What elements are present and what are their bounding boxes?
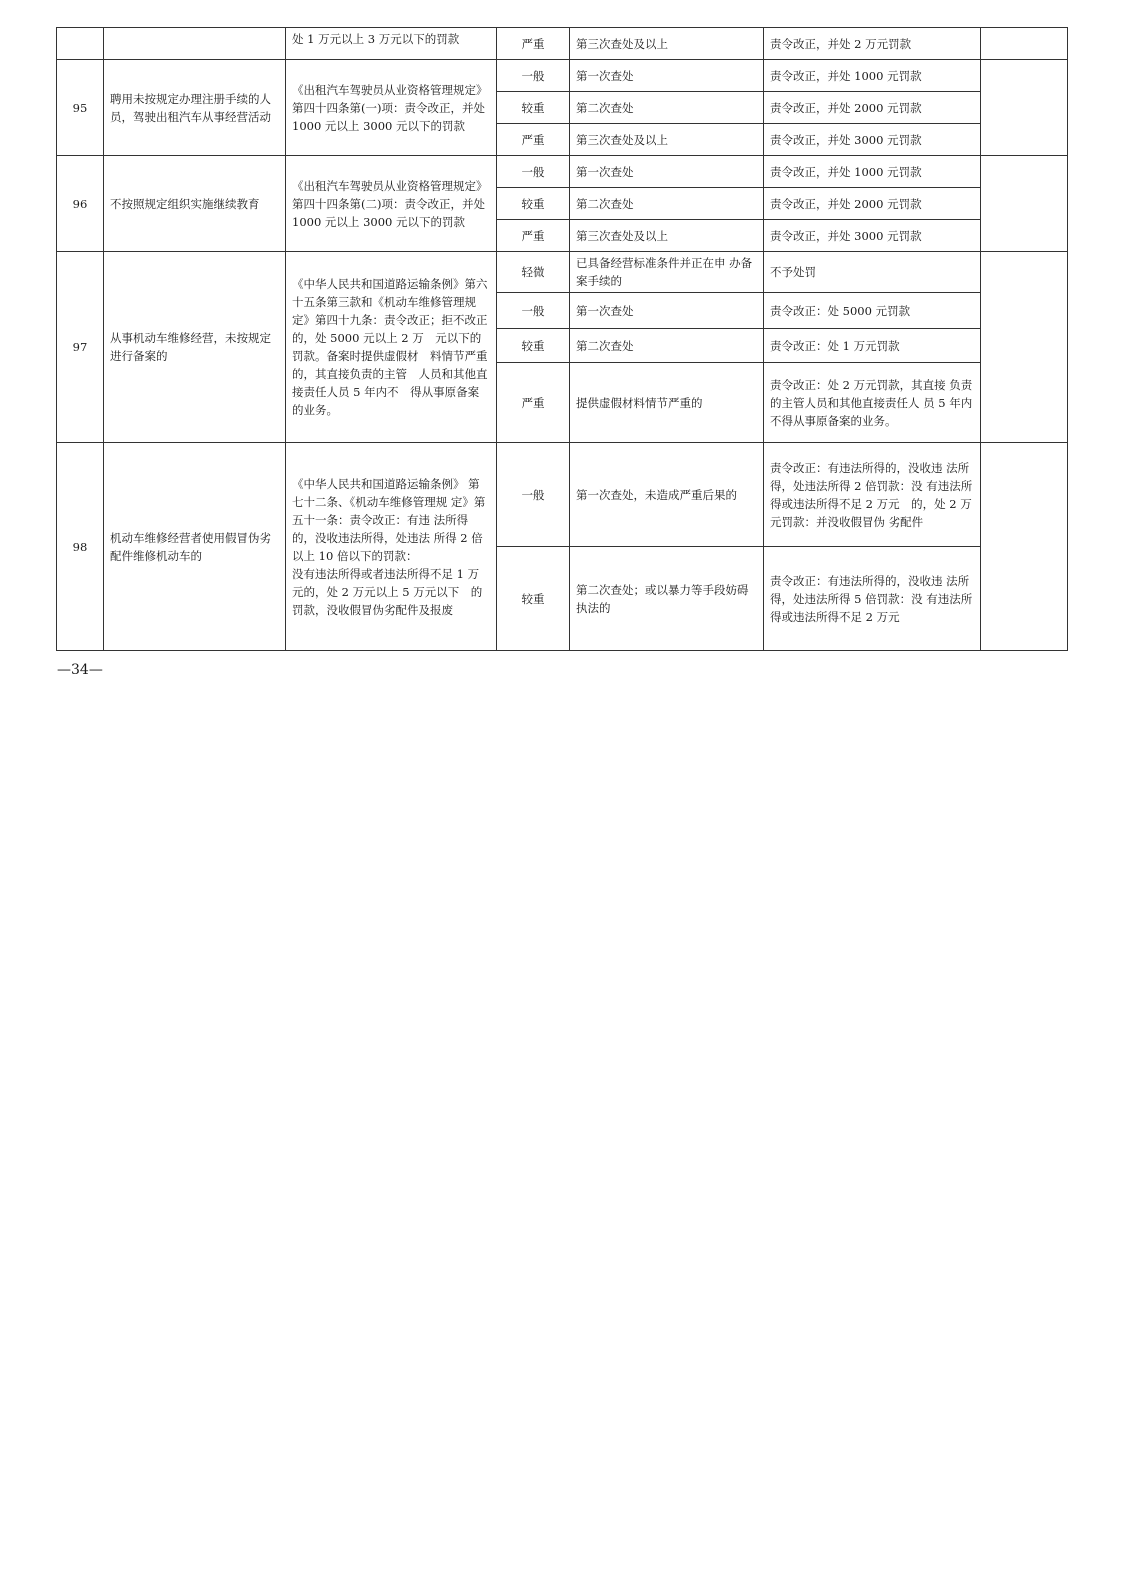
penalty-cell: 责令改正：处 5000 元罚款	[764, 293, 981, 329]
severity-cell: 轻微	[497, 252, 570, 293]
table-row	[57, 28, 1068, 60]
row-number: 97	[57, 252, 104, 443]
situation-cell: 第三次查处及以上	[570, 124, 764, 156]
severity-cell: 严重	[497, 124, 570, 156]
penalty-cell: 责令改正：处 1 万元罚款	[764, 329, 981, 363]
remarks-cell	[981, 156, 1068, 252]
severity-cell: 一般	[497, 293, 570, 329]
remarks-cell	[981, 60, 1068, 156]
situation-cell: 第二次查处；或以暴力等手段妨碍执法的	[570, 547, 764, 651]
situation-cell: 第一次查处	[570, 156, 764, 188]
situation-cell: 第一次查处	[570, 293, 764, 329]
severity-cell: 严重	[497, 220, 570, 252]
penalty-cell: 责令改正，并处 2000 元罚款	[764, 188, 981, 220]
violation-cell: 不按照规定组织实施继续教育	[104, 156, 286, 252]
remarks-cell	[981, 252, 1068, 443]
severity-cell: 一般	[497, 443, 570, 547]
penalty-cell: 责令改正，并处 3000 元罚款	[764, 220, 981, 252]
table-row	[57, 443, 1068, 547]
table-row	[57, 252, 1068, 293]
legal-basis-cell: 《出租汽车驾驶员从业资格管理规定》第四十四条第(一)项：责令改正，并处 1000 元以上 3000 元以下的罚款	[286, 60, 497, 156]
legal-basis-part-1: 《中华人民共和国道路运输条例》 第七十二条、《机动车维修管理规 定》第五十一条：责令改正：有违 法所得的，没收违法所得，处违法 所得 2 倍以上 10 倍以下的罚款：	[292, 476, 486, 563]
legal-basis-cell: 《出租汽车驾驶员从业资格管理规定》第四十四条第(二)项：责令改正，并处 1000 元以上 3000 元以下的罚款	[286, 156, 497, 252]
situation-cell: 第三次查处及以上	[570, 220, 764, 252]
penalty-cell: 责令改正，并处 1000 元罚款	[764, 60, 981, 92]
remarks-cell	[981, 443, 1068, 651]
penalty-table	[56, 27, 1068, 651]
severity-cell: 一般	[497, 60, 570, 92]
situation-cell: 已具备经营标准条件并正在申 办备案手续的	[570, 252, 764, 293]
penalty-cell: 责令改正，并处 1000 元罚款	[764, 156, 981, 188]
severity-cell: 严重	[497, 363, 570, 443]
legal-basis-cell: 处 1 万元以上 3 万元以下的罚款	[286, 28, 497, 60]
penalty-cell: 责令改正，并处 3000 元罚款	[764, 124, 981, 156]
penalty-cell: 不予处罚	[764, 252, 981, 293]
legal-basis-cell	[286, 443, 497, 651]
severity-cell: 一般	[497, 156, 570, 188]
penalty-cell: 责令改正，并处 2 万元罚款	[764, 28, 981, 60]
penalty-cell: 责令改正：有违法所得的，没收违 法所得，处违法所得 5 倍罚款：没 有违法所得或违法所得不足 2 万元	[764, 547, 981, 651]
violation-cell	[104, 28, 286, 60]
penalty-cell: 责令改正：处 2 万元罚款，其直接 负责的主管人员和其他直接责任人 员 5 年内不得从事原备案的业务。	[764, 363, 981, 443]
violation-cell: 机动车维修经营者使用假冒伪劣 配件维修机动车的	[104, 443, 286, 651]
penalty-cell: 责令改正：有违法所得的，没收违 法所得，处违法所得 2 倍罚款：没 有违法所得或违法所得不足 2 万元 的，处 2 万元罚款：并没收假冒伪 劣配件	[764, 443, 981, 547]
severity-cell: 较重	[497, 92, 570, 124]
legal-basis-cell: 《中华人民共和国道路运输条例》第六十五条第三款和《机动车维修管理规定》第四十九条：责令改正；拒不改正的，处 5000 元以上 2 万 元以下的罚款。备案时提供虚假材 料情节严重的，其直接负责的主管 人员和其他直接责任人员 5 年内不 得从事原备案的业务。	[286, 252, 497, 443]
remarks-cell	[981, 28, 1068, 60]
table-row	[57, 156, 1068, 188]
severity-cell: 较重	[497, 188, 570, 220]
table-row	[57, 60, 1068, 92]
situation-cell: 第二次查处	[570, 329, 764, 363]
severity-cell: 严重	[497, 28, 570, 60]
violation-cell: 从事机动车维修经营，未按规定进行备案的	[104, 252, 286, 443]
penalty-cell: 责令改正，并处 2000 元罚款	[764, 92, 981, 124]
situation-cell: 第二次查处	[570, 188, 764, 220]
violation-cell: 聘用未按规定办理注册手续的人 员，驾驶出租汽车从事经营活动	[104, 60, 286, 156]
row-number: 96	[57, 156, 104, 252]
severity-cell: 较重	[497, 547, 570, 651]
situation-cell: 第二次查处	[570, 92, 764, 124]
severity-cell: 较重	[497, 329, 570, 363]
situation-cell: 第一次查处	[570, 60, 764, 92]
row-number	[57, 28, 104, 60]
row-number: 95	[57, 60, 104, 156]
situation-cell: 第三次查处及以上	[570, 28, 764, 60]
legal-basis-part-2: 没有违法所得或者违法所得不足 1 万元的，处 2 万元以上 5 万元以下 的罚款，没收假冒伪劣配件及报废	[292, 566, 483, 617]
row-number: 98	[57, 443, 104, 651]
situation-cell: 提供虚假材料情节严重的	[570, 363, 764, 443]
page-number: —34—	[57, 662, 103, 678]
situation-cell: 第一次查处，未造成严重后果的	[570, 443, 764, 547]
